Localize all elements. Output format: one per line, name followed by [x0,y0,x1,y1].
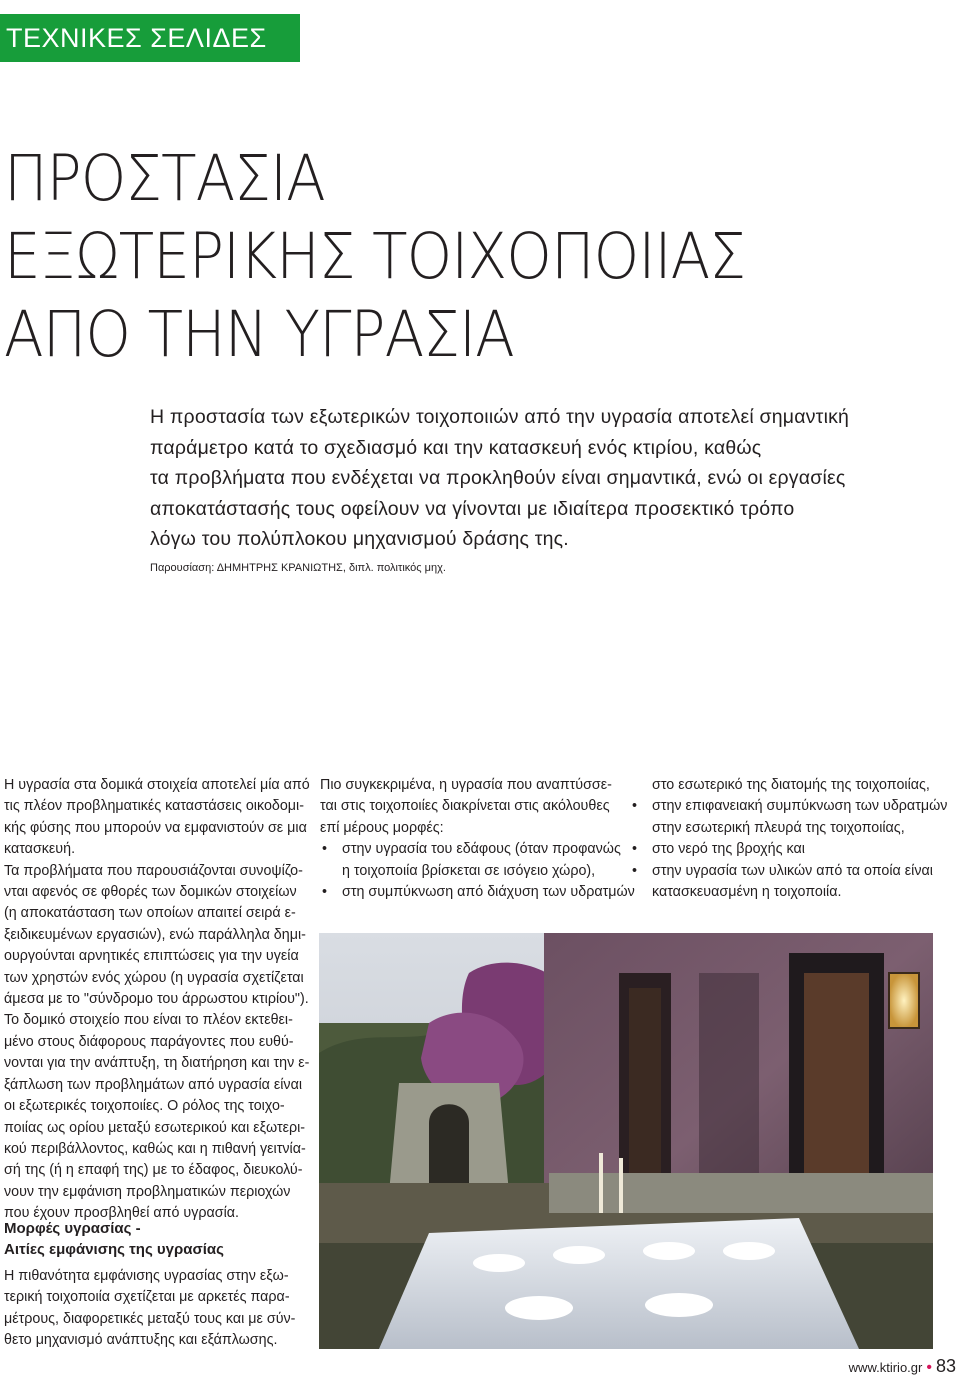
list-item [320,839,620,882]
body-line: νουν την εμφάνιση προβληματικών περιοχών [4,1183,291,1200]
terrace-photo [319,933,933,1349]
section-subheading [4,1218,304,1260]
column-1-continued [4,1266,304,1352]
footer-bullet-icon: • [926,1359,932,1376]
section-tab: ΤΕΧΝΙΚΕΣ ΣΕΛΙΔΕΣ [0,14,300,62]
column-1 [4,775,310,1225]
bullet-icon: • [632,862,638,879]
body-line: σή της (ή η επαφή της) με το έδαφος, διευκολύ- [4,1162,303,1179]
subhead-line: Μορφές υγρασίας - [4,1220,141,1237]
body-line: (η αποκατάσταση των οποίων απαιτεί σειρά ε- [4,905,296,922]
site-url: www.ktirio.gr [848,1360,923,1375]
body-line: οι εξωτερικές τοιχοποιίες. Ο ρόλος της τοιχο- [4,1098,285,1115]
body-line: κής φύσης που μπορούν να εμφανιστούν σε μια [4,819,307,836]
bullet-icon: • [322,884,328,901]
body-line: θετο μηχανισμό ανάπτυξης και εξάπλωσης. [4,1332,278,1349]
list-item-line: στην υγρασία του εδάφους (όταν προφανώς [342,841,621,858]
body-line: ποιίας ως ορίου μεταξύ εσωτερικού και εξωτερι- [4,1119,306,1136]
body-line: ουργούνται αρνητικές επιπτώσεις για την υγεία [4,948,299,965]
body-line: κού περιβάλλοντος, καθώς και η πιθανή γειτνία- [4,1140,306,1157]
page-footer [849,1356,956,1377]
column-3 [630,775,950,903]
column-2 [320,775,635,903]
bullet-icon: • [632,798,638,815]
lead-line: λόγω του πολύπλοκου μηχανισμού δράσης της. [150,528,569,550]
bullet-icon: • [632,841,638,858]
byline: Παρουσίαση: ΔΗΜΗΤΡΗΣ ΚΡΑΝΙΩΤΗΣ, διπλ. πολιτικός μηχ. [150,562,446,574]
body-line: νονται για την ανάπτυξη, τη διατήρηση και την ε- [4,1055,310,1072]
article-title [4,140,944,374]
body-line: Η υγρασία στα δομικά στοιχεία αποτελεί μία από [4,777,310,793]
lead-paragraph [150,402,940,555]
bullet-icon: • [322,841,328,858]
title-line: ΠΡΟΣΤΑΣΙΑ [4,142,325,215]
body-line: ξειδικευμένων εργασιών), ενώ παράλληλα δημι- [4,926,306,943]
body-line: Πιο συγκεκριμένα, η υγρασία που αναπτύσσε- [320,777,612,793]
lead-line: αποκατάστασής τους οφείλουν να γίνονται με ιδιαίτερα προσεκτικό τρόπο [150,497,795,520]
body-line: κατασκευή. [4,841,76,858]
title-line: ΕΞΩΤΕΡΙΚΗΣ ΤΟΙΧΟΠΟΙΙΑΣ [4,220,746,293]
list-item-line: στην επιφανειακή συμπύκνωση των υδρατμών [652,798,948,815]
page-number: 83 [935,1356,956,1376]
body-line: μένο στους διάφορους παράγοντες που ευθύ- [4,1033,294,1050]
body-line: επί μέρους μορφές: [320,819,444,836]
body-line: που έχουν προσβληθεί από υγρασία. [4,1205,240,1222]
list-item-line: στην υγρασία των υλικών από τα οποία είναι [652,862,933,879]
lead-line: τα προβλήματα που ενδέχεται να προκληθούν είναι σημαντικά, ενώ οι εργασίες [150,467,846,489]
body-line: Τα προβλήματα που παρουσιάζονται συνοψίζο- [4,862,303,879]
body-line: μέτρους, διαφορετικές μεταξύ τους και με σύν- [4,1310,296,1327]
list-item-line: η τοιχοποιία βρίσκεται σε ισόγειο χώρο), [342,862,596,879]
body-line: Το δομικό στοιχείο που είναι το πλέον εκτεθει- [4,1012,293,1029]
list-item-line: στο εσωτερικό της διατομής της τοιχοποιίας, [652,777,930,793]
lead-line: παράμετρο κατά το σχεδιασμό και την κατασκευή ενός κτιρίου, καθώς [150,436,762,459]
list-item-line: στη συμπύκνωση από διάχυση των υδρατμών [342,884,635,901]
body-line: Η πιθανότητα εμφάνισης υγρασίας στην εξω- [4,1268,289,1284]
body-line: νται αφενός σε φθορές των δομικών στοιχείων [4,884,297,901]
body-line: των χρηστών ενός χώρου (η υγρασία σχετίζεται [4,969,304,986]
list-item [630,861,950,904]
body-line: ξάπλωση των προβλημάτων από υγρασία είναι [4,1076,303,1093]
list-item-line: στο νερό της βροχής και [652,841,805,858]
list-item-line: κατασκευασμένη η τοιχοποιία. [652,884,842,901]
list-item [630,796,950,839]
lead-line: Η προστασία των εξωτερικών τοιχοποιιών από την υγρασία αποτελεί σημαντική [150,406,850,428]
list-item [320,882,635,903]
body-line: ται στις τοιχοποιίες διακρίνεται στις ακόλουθες [320,798,610,815]
list-item-line: στην εσωτερική πλευρά της τοιχοποιίας, [652,819,905,836]
body-line: άμεσα με το "σύνδρομο του άρρωστου κτιρίου"). [4,991,309,1008]
body-line: τερική τοιχοποιία σχετίζεται με αρκετές παρα- [4,1289,290,1306]
title-line: ΑΠΟ ΤΗΝ ΥΓΡΑΣΙΑ [4,298,514,371]
subhead-line: Αιτίες εμφάνισης της υγρασίας [4,1241,224,1258]
body-line: τις πλέον προβληματικές καταστάσεις οικοδομι- [4,798,304,815]
list-item [630,839,950,860]
